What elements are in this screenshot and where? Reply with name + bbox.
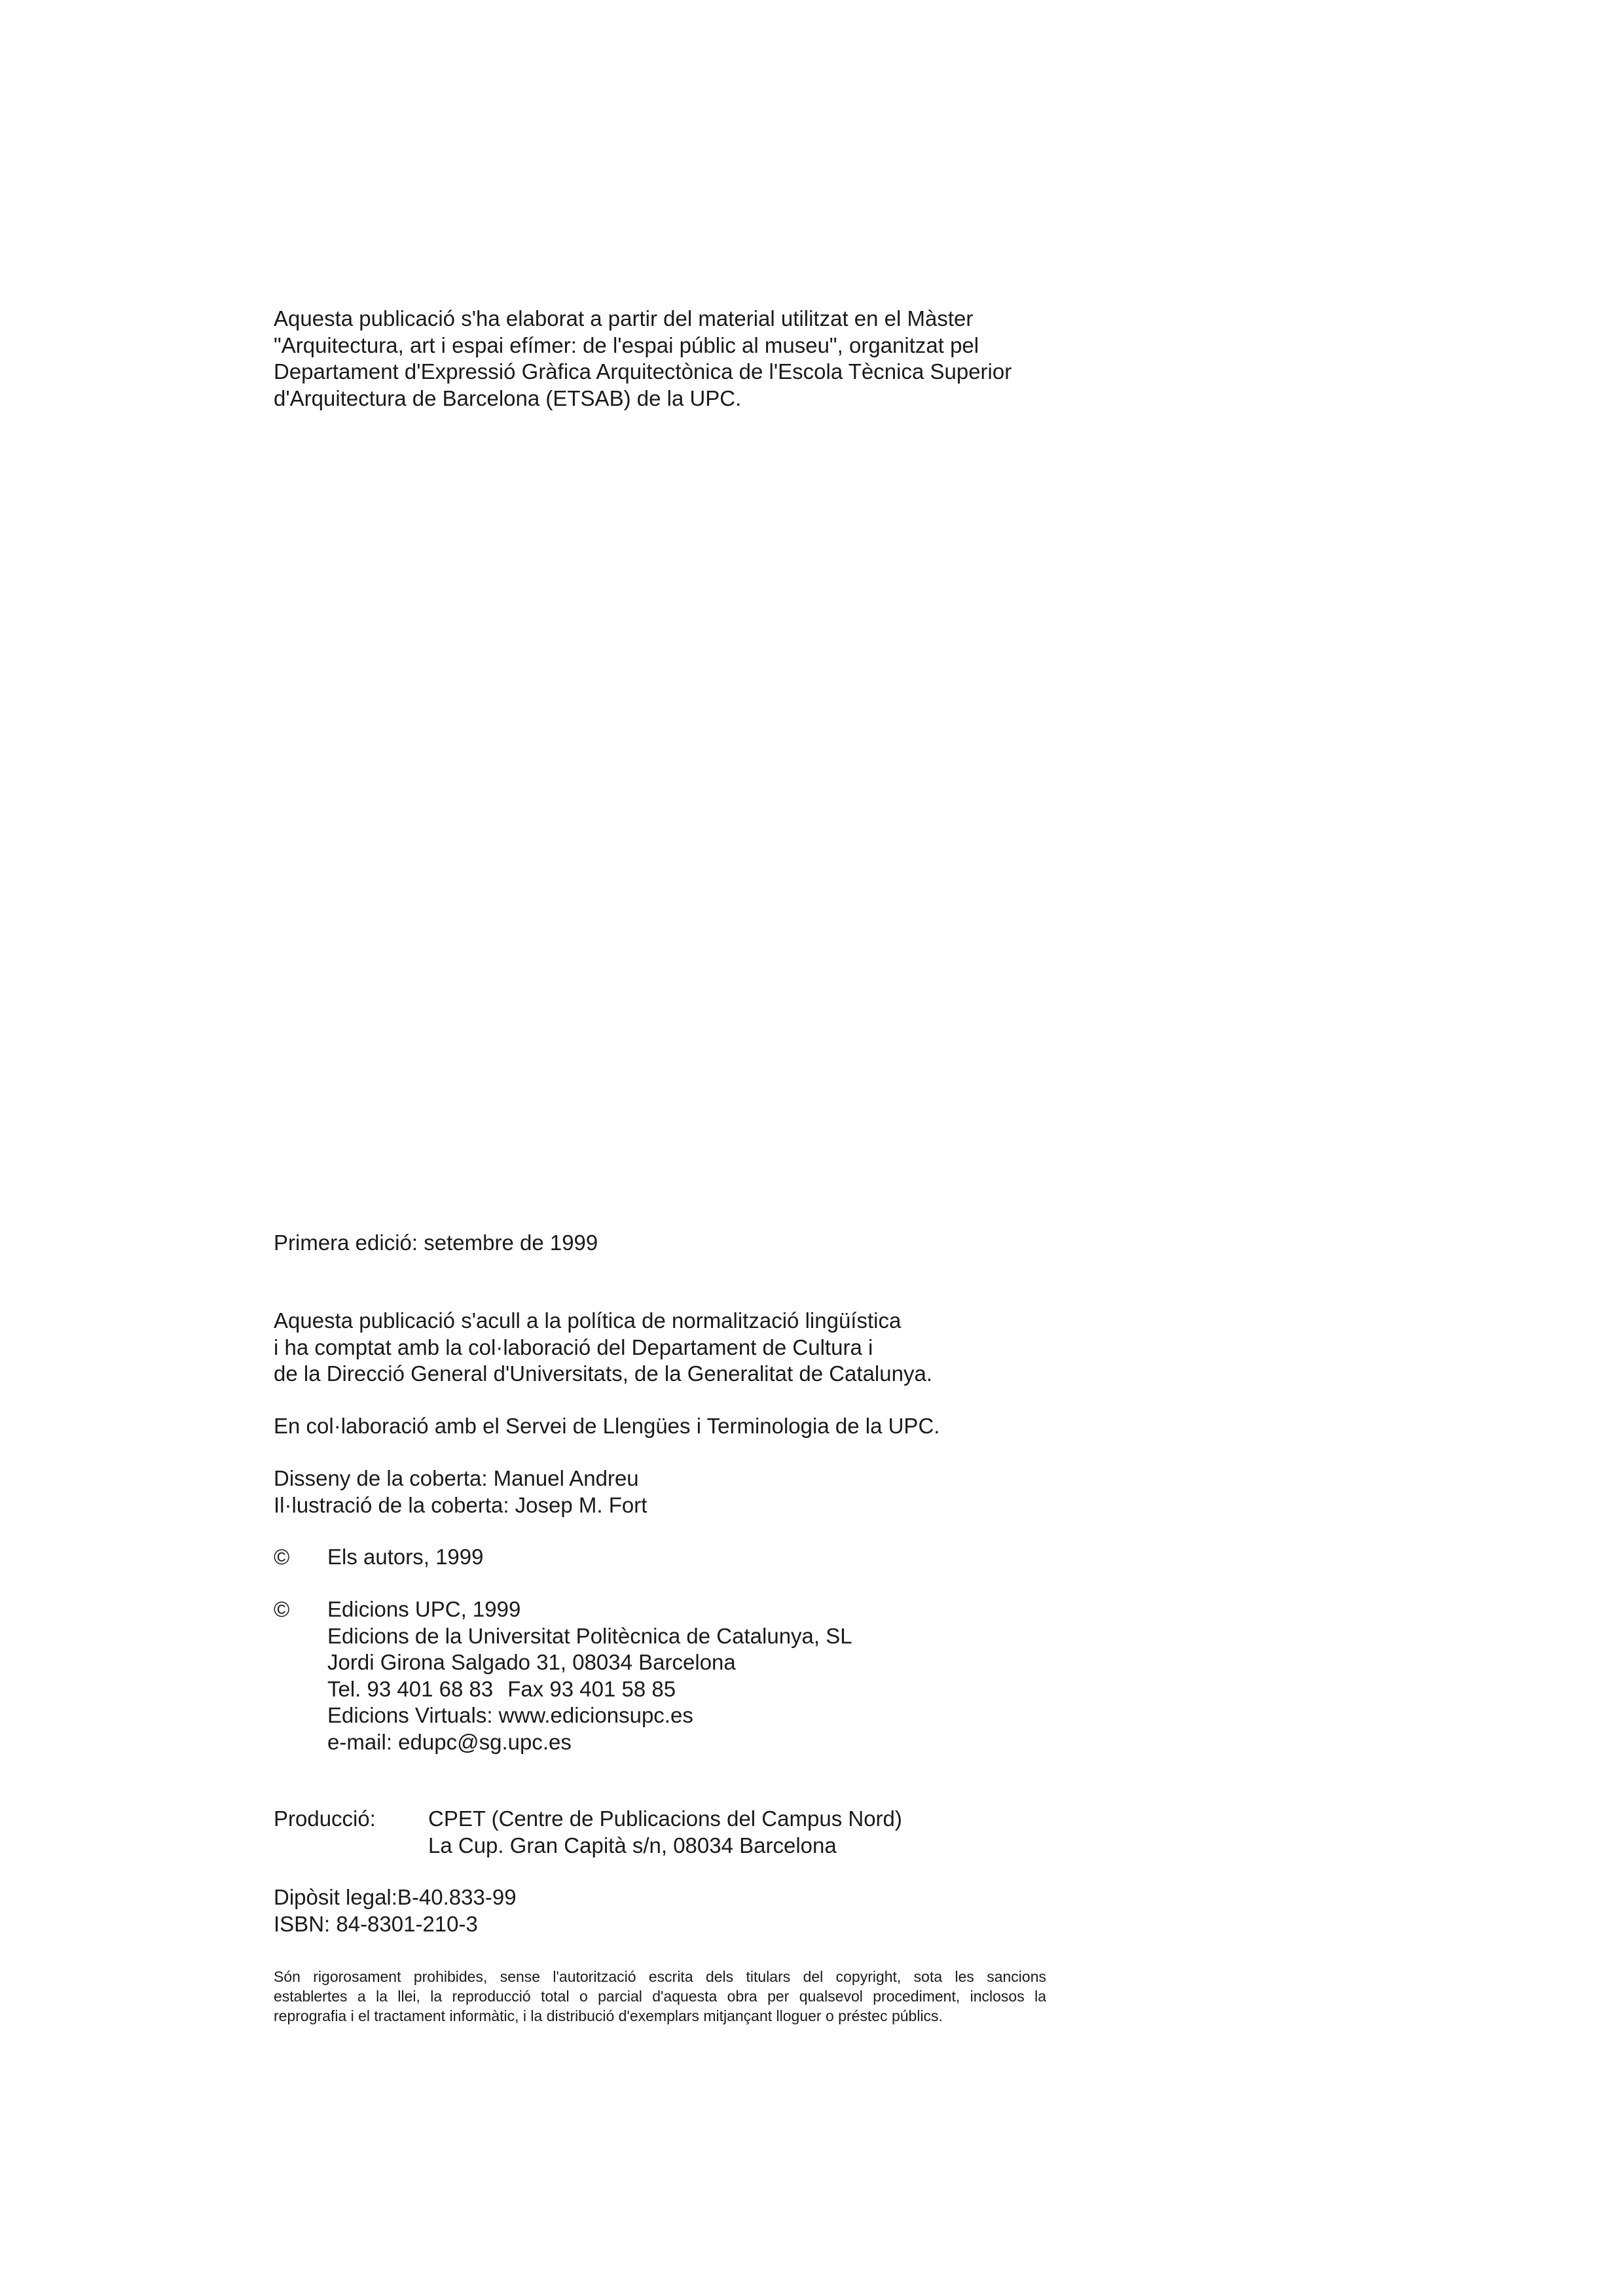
copyright-symbol: ©: [274, 1597, 290, 1621]
publisher-fax: Fax 93 401 58 85: [507, 1676, 676, 1701]
production-line: La Cup. Gran Capità s/n, 08034 Barcelona: [428, 1833, 837, 1857]
notice-line: establertes a la llei, la reproducció total o parcial d'aquesta obra per qualsevol procediment, inclosos la: [274, 1988, 1046, 2005]
cover-illustration-credit: Il·lustració de la coberta: Josep M. Fort: [274, 1492, 647, 1517]
publisher-tel: Tel. 93 401 68 83: [327, 1676, 494, 1701]
edition-text: Primera edició: setembre de 1999: [274, 1230, 598, 1255]
isbn: ISBN: 84-8301-210-3: [274, 1911, 478, 1936]
language-policy-paragraph: [274, 1308, 1059, 1388]
intro-paragraph: [274, 306, 1059, 412]
legal-deposit: Dipòsit legal:B-40.833-99: [274, 1885, 517, 1909]
edition-info: [274, 1230, 1059, 1257]
intro-line: Aquesta publicació s'ha elaborat a partir del material utilitzat en el Màster: [274, 306, 974, 331]
publisher-line: Edicions de la Universitat Politècnica de Catalunya, SL: [327, 1623, 852, 1648]
production-line: CPET (Centre de Publicacions del Campus Nord): [428, 1806, 902, 1831]
production-info: [274, 1806, 1059, 1859]
legal-info: [274, 1884, 1059, 1937]
production-label: Producció:: [274, 1806, 376, 1831]
collaboration-note: [274, 1413, 1059, 1440]
notice-line: reprografia i el tractament informàtic, i la distribució d'exemplars mitjançant lloguer o préstec públics.: [274, 2007, 943, 2024]
policy-line: Aquesta publicació s'acull a la política de normalització lingüística: [274, 1308, 902, 1333]
publisher-line: Jordi Girona Salgado 31, 08034 Barcelona: [327, 1650, 736, 1674]
notice-line: Són rigorosament prohibides, sense l'autorització escrita dels titulars del copyright, sota les sancions: [274, 1968, 1046, 1985]
publisher-copyright: [274, 1596, 1059, 1755]
cover-credits: [274, 1465, 1059, 1518]
copyright-symbol: ©: [274, 1545, 290, 1569]
intro-line: d'Arquitectura de Barcelona (ETSAB) de la UPC.: [274, 386, 742, 410]
authors-copyright: [274, 1544, 1059, 1571]
publisher-line: Edicions UPC, 1999: [327, 1597, 521, 1621]
publisher-website[interactable]: Edicions Virtuals: www.edicionsupc.es: [327, 1703, 693, 1727]
policy-line: i ha comptat amb la col·laboració del Departament de Cultura i: [274, 1335, 873, 1359]
copyright-notice: [274, 1967, 1046, 2026]
intro-line: "Arquitectura, art i espai efímer: de l'espai públic al museu", organitzat pel: [274, 332, 979, 357]
intro-line: Departament d'Expressió Gràfica Arquitectònica de l'Escola Tècnica Superior: [274, 359, 1012, 384]
authors-copyright-text: Els autors, 1999: [327, 1545, 484, 1569]
publisher-phone-line: [327, 1676, 852, 1703]
policy-line: de la Direcció General d'Universitats, de la Generalitat de Catalunya.: [274, 1361, 932, 1386]
collaboration-text: En col·laboració amb el Servei de Llengües i Terminologia de la UPC.: [274, 1414, 940, 1438]
cover-design-credit: Disseny de la coberta: Manuel Andreu: [274, 1466, 639, 1490]
publisher-email[interactable]: e-mail: edupc@sg.upc.es: [327, 1729, 572, 1754]
